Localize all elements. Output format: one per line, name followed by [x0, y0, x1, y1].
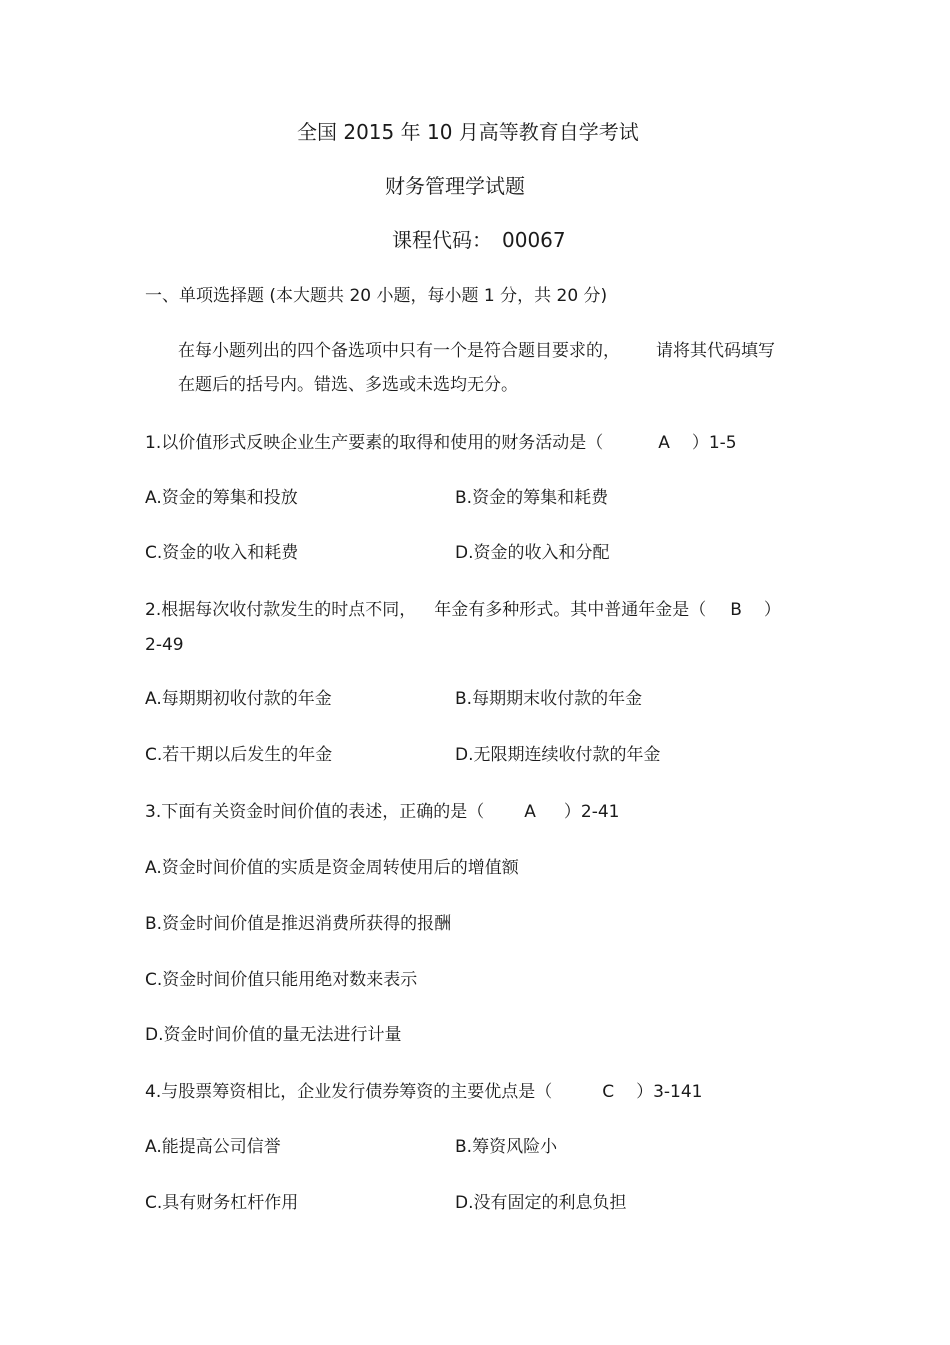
question-2-option-c: C.若干期以后发生的年金 [145, 745, 333, 765]
question-4-option-d: D.没有固定的利息负担 [455, 1193, 627, 1213]
question-ref: ）3-141 [636, 1082, 703, 1102]
course-code-value: 00067 [502, 228, 566, 252]
question-stem-text: 1.以价值形式反映企业生产要素的取得和使用的财务活动是（ [145, 433, 604, 453]
question-1-stem [145, 435, 737, 452]
question-1-option-d: D.资金的收入和分配 [455, 543, 610, 563]
question-2-ref: 2-49 [145, 635, 184, 655]
question-4-option-c: C.具有财务杠杆作用 [145, 1193, 299, 1213]
question-stem-text-2: 年金有多种形式。其中普通年金是（ [434, 600, 707, 620]
question-2-option-d: D.无限期连续收付款的年金 [455, 745, 661, 765]
question-3-stem [145, 804, 619, 821]
question-close-paren: ） [763, 600, 781, 620]
answer-letter: C [602, 1082, 615, 1102]
question-3-option-c: C.资金时间价值只能用绝对数来表示 [145, 970, 418, 990]
question-1-option-a: A.资金的筹集和投放 [145, 488, 298, 508]
course-code-label: 课程代码： [392, 228, 492, 252]
answer-letter: A [658, 433, 670, 453]
question-stem-text: 3.下面有关资金时间价值的表述，正确的是（ [145, 802, 485, 822]
question-stem-text-1: 2.根据每次收付款发生的时点不同， [145, 600, 417, 620]
question-2-stem [145, 602, 781, 619]
exam-subtitle: 财务管理学试题 [385, 174, 525, 198]
instruction-part-2: 请将其代码填写 [656, 341, 775, 361]
exam-title: 全国 2015 年 10 月高等教育自学考试 [297, 120, 639, 144]
question-stem-text: 4.与股票筹资相比，企业发行债券筹资的主要优点是（ [145, 1082, 553, 1102]
answer-letter: A [524, 802, 536, 822]
question-2-option-a: A.每期期初收付款的年金 [145, 689, 332, 709]
question-4-option-b: B.筹资风险小 [455, 1137, 558, 1157]
instruction-part-1: 在每小题列出的四个备选项中只有一个是符合题目要求的， [178, 341, 620, 361]
question-2-option-b: B.每期期末收付款的年金 [455, 689, 643, 709]
question-ref: ）1-5 [691, 433, 737, 453]
question-3-option-d: D.资金时间价值的量无法进行计量 [145, 1025, 402, 1045]
section-heading: 一、单项选择题 (本大题共 20 小题，每小题 1 分，共 20 分) [145, 286, 608, 306]
question-4-stem [145, 1084, 703, 1101]
question-ref: ）2-41 [563, 802, 620, 822]
question-1-option-b: B.资金的筹集和耗费 [455, 488, 609, 508]
answer-letter: B [730, 600, 742, 620]
instruction-line-2: 在题后的括号内。错选、多选或未选均无分。 [178, 375, 518, 395]
question-1-option-c: C.资金的收入和耗费 [145, 543, 299, 563]
question-4-option-a: A.能提高公司信誉 [145, 1137, 281, 1157]
question-3-option-b: B.资金时间价值是推迟消费所获得的报酬 [145, 914, 452, 934]
instruction-line-1 [178, 343, 775, 360]
course-code-line [392, 230, 566, 250]
question-3-option-a: A.资金时间价值的实质是资金周转使用后的增值额 [145, 858, 519, 878]
